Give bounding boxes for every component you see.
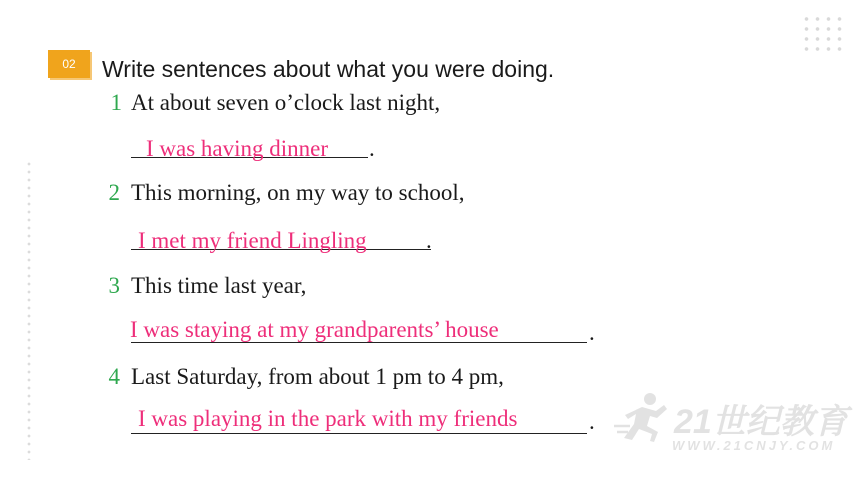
item-1-prompt: At about seven o’clock last night,	[131, 90, 441, 115]
item-2-answer: I met my friend Lingling	[138, 228, 367, 253]
decorative-dot-column	[27, 160, 31, 460]
watermark-logo	[612, 390, 848, 460]
section-number-badge: 02	[48, 50, 90, 78]
instruction-heading: Write sentences about what you were doing.	[102, 56, 555, 82]
item-4-answer-line	[131, 433, 587, 434]
item-2-period: .	[426, 228, 432, 253]
runner-icon	[612, 390, 672, 446]
item-3-number: 3	[108, 273, 120, 298]
decorative-dot-grid	[801, 14, 845, 54]
item-4-answer: I was playing in the park with my friends	[138, 406, 518, 431]
item-1-answer: I was having dinner	[146, 136, 329, 161]
watermark-url: WWW.21CNJY.COM	[672, 438, 836, 453]
watermark-brand: 21世纪教育	[674, 403, 848, 441]
item-1-period: .	[369, 136, 375, 161]
item-3-prompt: This time last year,	[131, 273, 307, 298]
item-2-prompt: This morning, on my way to school,	[131, 180, 465, 205]
item-4-prompt: Last Saturday, from about 1 pm to 4 pm,	[131, 364, 504, 389]
item-4-period: .	[589, 409, 595, 434]
item-3-period: .	[589, 320, 595, 345]
item-3-answer: I was staying at my grandparents’ house	[130, 317, 499, 342]
item-4-number: 4	[108, 364, 120, 389]
item-1-number: 1	[110, 90, 122, 115]
item-2-number: 2	[108, 180, 120, 205]
